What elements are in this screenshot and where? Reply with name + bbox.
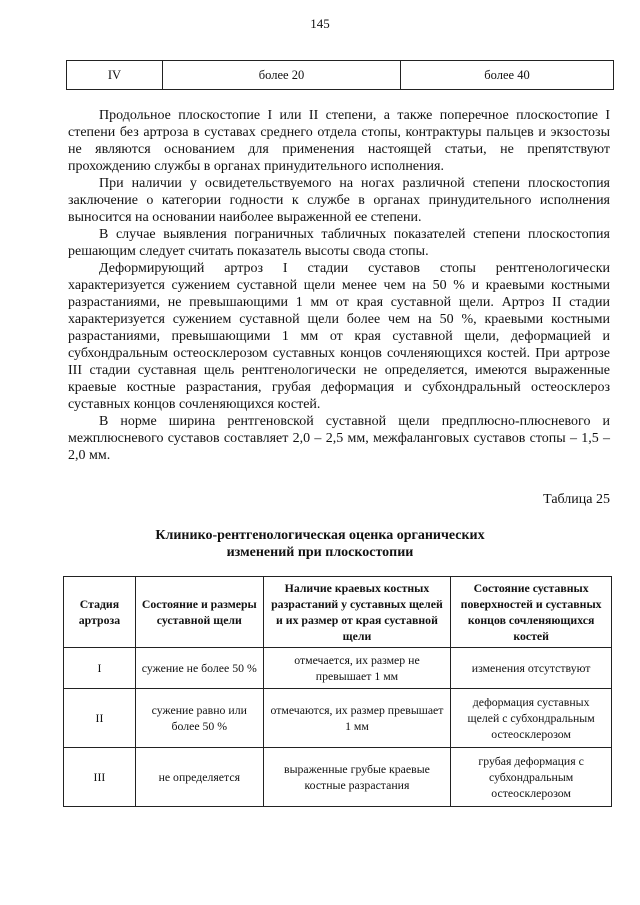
header-cell: Наличие краевых костных разрастаний у суставных щелей и их размер от края суставной щели xyxy=(263,577,451,648)
header-cell: Стадия артроза xyxy=(64,577,136,648)
table-cell: отмечаются, их размер превышает 1 мм xyxy=(263,689,451,748)
table-title-line: изменений при плоскостопии xyxy=(226,545,414,560)
table-row xyxy=(64,689,612,748)
arthrosis-table xyxy=(63,576,612,807)
body-text xyxy=(68,107,610,464)
header-cell: Состояние суставных поверхностей и суставных концов сочленяющихся костей xyxy=(451,577,612,648)
header-cell: Состояние и размеры суставной щели xyxy=(135,577,263,648)
table-cell: изменения отсутствуют xyxy=(451,648,612,689)
table-cell: I xyxy=(64,648,136,689)
table-cell: сужение равно или более 50 % xyxy=(135,689,263,748)
table-row xyxy=(64,748,612,807)
table-cell-stage: IV xyxy=(67,61,163,89)
table-title xyxy=(0,527,640,561)
previous-table-last-row xyxy=(66,60,614,90)
table-cell: грубая деформация с субхондральным остеосклерозом xyxy=(451,748,612,807)
paragraph: Продольное плоскостопие I или II степени, а также поперечное плоскостопие I степени без артроза в суставах среднего отдела стопы, контрактуры пальцев и экзостозы не являются основанием для применения настоящей статьи, не препятствуют прохождению службы в органах принудительного исполнения. xyxy=(68,108,610,174)
table-cell: III xyxy=(64,748,136,807)
table-cell: выраженные грубые краевые костные разрастания xyxy=(263,748,451,807)
paragraph: В норме ширина рентгеновской суставной щели предплюсно-плюсневого и межплюсневого суставов составляет 2,0 – 2,5 мм, межфаланговых суставов стопы – 1,5 – 2,0 мм. xyxy=(68,414,610,463)
table-cell: сужение не более 50 % xyxy=(135,648,263,689)
paragraph: Деформирующий артроз I стадии суставов стопы рентгенологически характеризуется сужением суставной щели менее чем на 50 % и краевыми костными разрастаниями, не превышающими 1 мм от края суставной щели. Артроз II стадии характеризуется сужением суставной щели более чем на 50 %, краевыми костными разрастаниями, превышающими 1 мм от края суставной щели, деформацией и субхондральным остеосклерозом суставных концов сочленяющихся костей. При артрозе III стадии суставная щель рентгенологически не определяется, имеются выраженные краевые костные разрастания, грубая деформация и субхондральный остеосклероз суставных концов сочленяющихся костей. xyxy=(68,261,610,412)
table-cell: деформация суставных щелей с субхондральным остеосклерозом xyxy=(451,689,612,748)
table-cell-value-a: более 20 xyxy=(163,61,401,89)
table-cell-value-b: более 40 xyxy=(484,67,530,82)
table-label: Таблица 25 xyxy=(543,492,610,507)
page-number: 145 xyxy=(310,16,330,31)
paragraph: В случае выявления пограничных табличных показателей степени плоскостопия решающим следует считать показатель высоты свода стопы. xyxy=(68,227,610,259)
table-cell: II xyxy=(64,689,136,748)
table-cell: не определяется xyxy=(135,748,263,807)
table-title-line: Клинико-рентгенологическая оценка органических xyxy=(155,528,485,543)
table-cell: отмечается, их размер не превышает 1 мм xyxy=(263,648,451,689)
table-header-row xyxy=(64,577,612,648)
paragraph: При наличии у освидетельствуемого на ногах различной степени плоскостопия заключение о категории годности к службе в органах принудительного исполнения выносится на основании наиболее выраженной ее степени. xyxy=(68,176,610,225)
table-row xyxy=(64,648,612,689)
